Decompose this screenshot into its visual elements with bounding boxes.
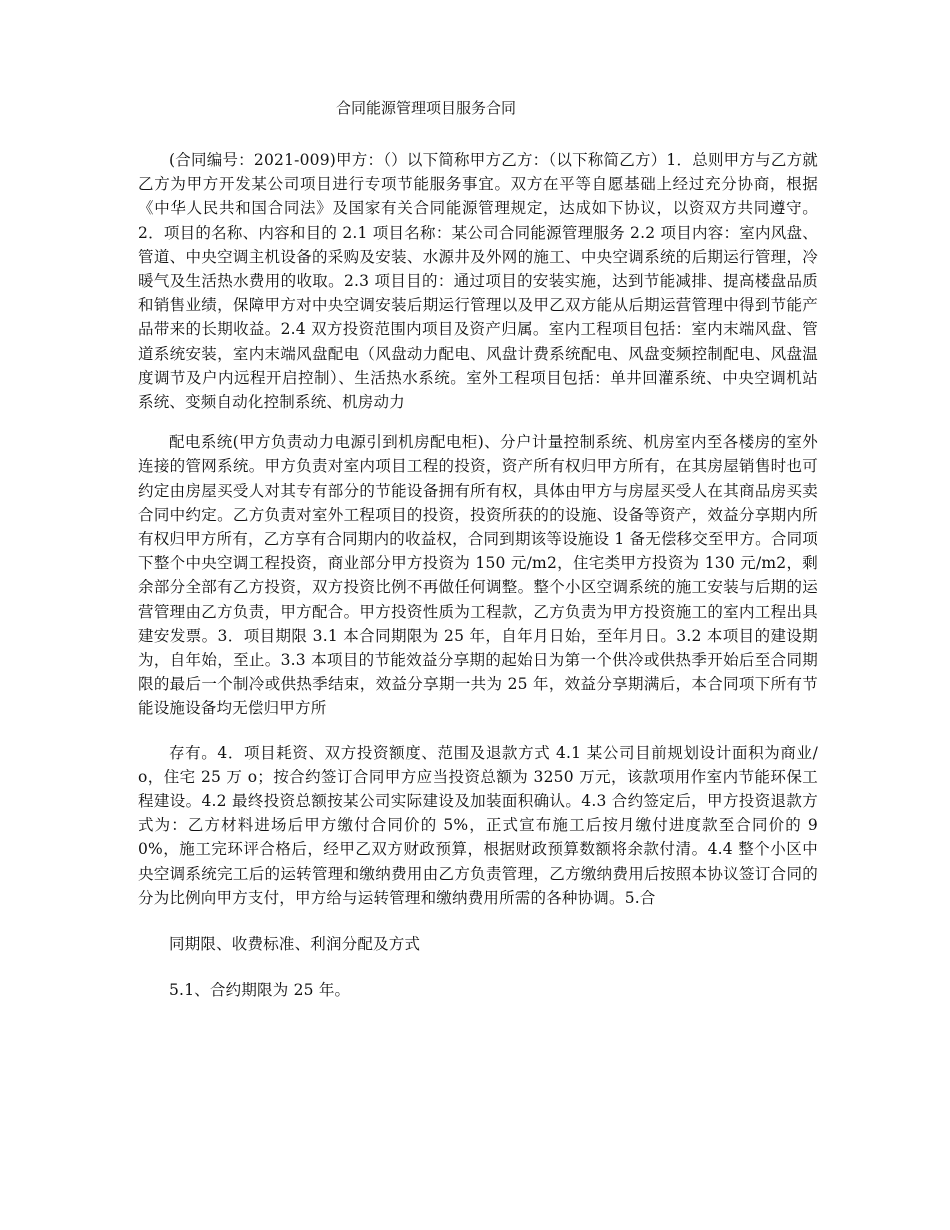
paragraph-term-heading: 同期限、收费标准、利润分配及方式 [169,935,421,954]
paragraph-general-terms: (合同编号：2021-009)甲方：（）以下简称甲方乙方：（以下称简乙方）1．总则甲方与乙方就乙方为甲方开发某公司项目进行专项节能服务事宜。双方在平等自愿基础上经过充分协商，根据《中华人民共和国合同法》及国家有关合同能源管理规定，达成如下协议，以资双方共同遵守。2．项目的名称、内容和目的 2.1 项目名称：某公司合同能源管理服务 2.2 项目内容：室内风盘、管道、中央空调主机设备的采购及安装、水源井及外网的施工、中央空调系统的后期运行管理，冷暖气及生活热水费用的收取。2.3 项目目的：通过项目的安装实施，达到节能减排、提高楼盘品质和销售业绩，保障甲方对中央空调安装后期运行管理以及甲乙双方能从后期运营管理中得到节能产品带来的长期收益。2.4 双方投资范围内项目及资产归属。室内工程项目包括：室内末端风盘、管道系统安装，室内末端风盘配电（风盘动力配电、风盘计费系统配电、风盘变频控制配电、风盘温度调节及户内远程开启控制）、生活热水系统。室外工程项目包括：单井回灌系统、中央空调机站系统、变频自动化控制系统、机房动力 [138,151,818,412]
paragraph-asset-ownership: 配电系统(甲方负责动力电源引到机房配电柜)、分户计量控制系统、机房室内至各楼房的室外连接的管网系统。甲方负责对室内项目工程的投资，资产所有权归甲方所有，在其房屋销售时也可约定由房屋买受人对其专有部分的节能设备拥有所有权，具体由甲方与房屋买受人在其商品房买卖合同中约定。乙方负责对室外工程项目的投资，投资所获的的设施、设备等资产，效益分享期内所有权归甲方所有，乙方享有合同期内的收益权，合同到期该等设施设 1 备无偿移交至甲方。合同项下整个中央空调工程投资，商业部分甲方投资为 150 元/m2，住宅类甲方投资为 130 元/m2，剩余部分全部有乙方投资，双方投资比例不再做任何调整。整个小区空调系统的施工安装与后期的运营管理由乙方负责，甲方配合。甲方投资性质为工程款，乙方负责为甲方投资施工的室内工程出具建安发票。3．项目期限 3.1 本合同期限为 25 年，自年月日始，至年月日。3.2 本项目的建设期为，自年始，至止。3.3 本项目的节能效益分享期的起始日为第一个供冷或供热季开始后至合同期限的最后一个制冷或供热季结束，效益分享期一共为 25 年，效益分享期满后，本合同项下所有节能设施设备均无偿归甲方所 [138,433,818,718]
paragraph-term-length: 5.1、合约期限为 25 年。 [169,981,351,1000]
document-body [138,148,818,1003]
paragraph-investment-payment: 存有。4．项目耗资、双方投资额度、范围及退款方式 4.1 某公司目前规划设计面积为商业/o，住宅 25 万 o；按合约签订合同甲方应当投资总额为 3250 万元，该款项用作室内节能环保工程建设。4.2 最终投资总额按某公司实际建设及加装面积确认。4.3 合约签定后，甲方投资退款方式为：乙方材料进场后甲方缴付合同价的 5%，正式宣布施工后按月缴付进度款至合同价的 90%，施工完环评合格后，经甲乙双方财政预算，根据财政预算数额将余款付清。4.4 整个小区中央空调系统完工后的运转管理和缴纳费用由乙方负责管理，乙方缴纳费用后按照本协议签订合同的分为比例向甲方支付，甲方给与运转管理和缴纳费用所需的各种协调。5.合 [138,743,818,907]
document-title: 合同能源管理项目服务合同 [336,99,517,117]
